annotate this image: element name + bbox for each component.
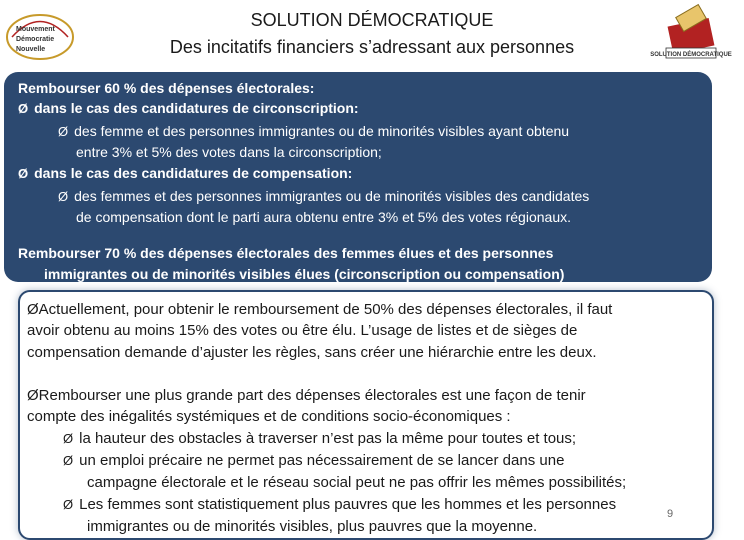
arrow-bullet-icon: Ø <box>63 431 74 446</box>
arrow-bullet-icon: Ø <box>27 301 39 318</box>
paragraph-rembourser-line-1 <box>27 385 586 406</box>
page-number: 9 <box>667 508 674 520</box>
heading-60-percent: Rembourser 60 % des dépenses électorales: <box>18 80 315 96</box>
paragraph-actuellement-line-2: avoir obtenu au moins 15% des votes ou être élu. L’usage de listes et de sièges de <box>27 322 578 339</box>
slide-header <box>0 0 732 72</box>
logo-right-text: SOLUTION DÉMOCRATIQUE <box>650 52 732 58</box>
paragraph-rembourser-text-1: Rembourser une plus grande part des dépenses électorales est une façon de tenir <box>38 387 586 404</box>
arrow-bullet-icon: Ø <box>27 387 39 404</box>
bullet-obstacles-text: la hauteur des obstacles à traverser n’est pas la même pour toutes et tous; <box>79 430 577 447</box>
paragraph-actuellement-line-1 <box>27 299 612 320</box>
bullet-compensation-text: dans le cas des candidatures de compensation: <box>34 165 353 181</box>
bullet-circonscription-text: dans le cas des candidatures de circonscription: <box>34 100 359 116</box>
bullet-femmes-pauvres <box>63 494 616 515</box>
slide-subtitle: Des incitatifs financiers s’adressant aux personnes <box>169 37 575 57</box>
sub-bullet-circonscription-line-1: des femme et des personnes immigrantes ou de minorités visibles ayant obtenu <box>74 123 570 139</box>
paragraph-rembourser-line-2: compte des inégalités systémiques et de conditions socio-économiques : <box>27 408 511 425</box>
bullet-emploi-precaire-line-2: campagne électorale et le réseau social peut ne pas offrir les mêmes possibilités; <box>87 474 627 491</box>
logo-left-line-1: Mouvement <box>16 26 55 33</box>
bullet-femmes-pauvres-line-1: Les femmes sont statistiquement plus pauvres que les hommes et les personnes <box>79 496 617 513</box>
paragraph-actuellement-line-3: compensation demande d’ajuster les règles, sans créer une hiérarchie entre les deux. <box>27 344 597 361</box>
arrow-bullet-icon: Ø <box>18 166 29 181</box>
arrow-bullet-icon: Ø <box>58 124 69 139</box>
solution-democratique-logo <box>650 4 732 66</box>
bullet-emploi-precaire <box>63 450 564 471</box>
arrow-bullet-icon: Ø <box>63 497 74 512</box>
arrow-bullet-icon: Ø <box>18 101 29 116</box>
bullet-circonscription <box>18 99 359 118</box>
sub-bullet-circonscription <box>58 122 569 141</box>
arrow-bullet-icon: Ø <box>63 453 74 468</box>
logo-left-line-3: Nouvelle <box>16 46 46 53</box>
sub-bullet-compensation-line-1: des femmes et des personnes immigrantes ou de minorités visibles des candidates <box>74 188 590 204</box>
heading-70-percent-line-2: immigrantes ou de minorités visibles élues (circonscription ou compensation) <box>44 266 565 282</box>
bullet-obstacles <box>63 428 576 449</box>
bullet-emploi-precaire-line-1: un emploi précaire ne permet pas nécessairement de se lancer dans une <box>79 452 565 469</box>
sub-bullet-circonscription-line-2: entre 3% et 5% des votes dans la circonscription; <box>76 144 382 160</box>
heading-70-percent-line-1: Rembourser 70 % des dépenses électorales des femmes élues et des personnes <box>18 245 554 261</box>
paragraph-actuellement-text-1: Actuellement, pour obtenir le remboursement de 50% des dépenses électorales, il faut <box>38 301 613 318</box>
bullet-femmes-pauvres-line-2: immigrantes ou de minorités visibles, plus pauvres que la moyenne. <box>87 518 538 535</box>
slide-title: SOLUTION DÉMOCRATIQUE <box>250 10 494 30</box>
sub-bullet-compensation-line-2: de compensation dont le parti aura obtenu entre 3% et 5% des votes régionaux. <box>76 209 571 225</box>
arrow-bullet-icon: Ø <box>58 189 69 204</box>
sub-bullet-compensation <box>58 187 589 206</box>
logo-left-line-2: Démocratie <box>16 36 55 43</box>
bullet-compensation <box>18 164 352 183</box>
